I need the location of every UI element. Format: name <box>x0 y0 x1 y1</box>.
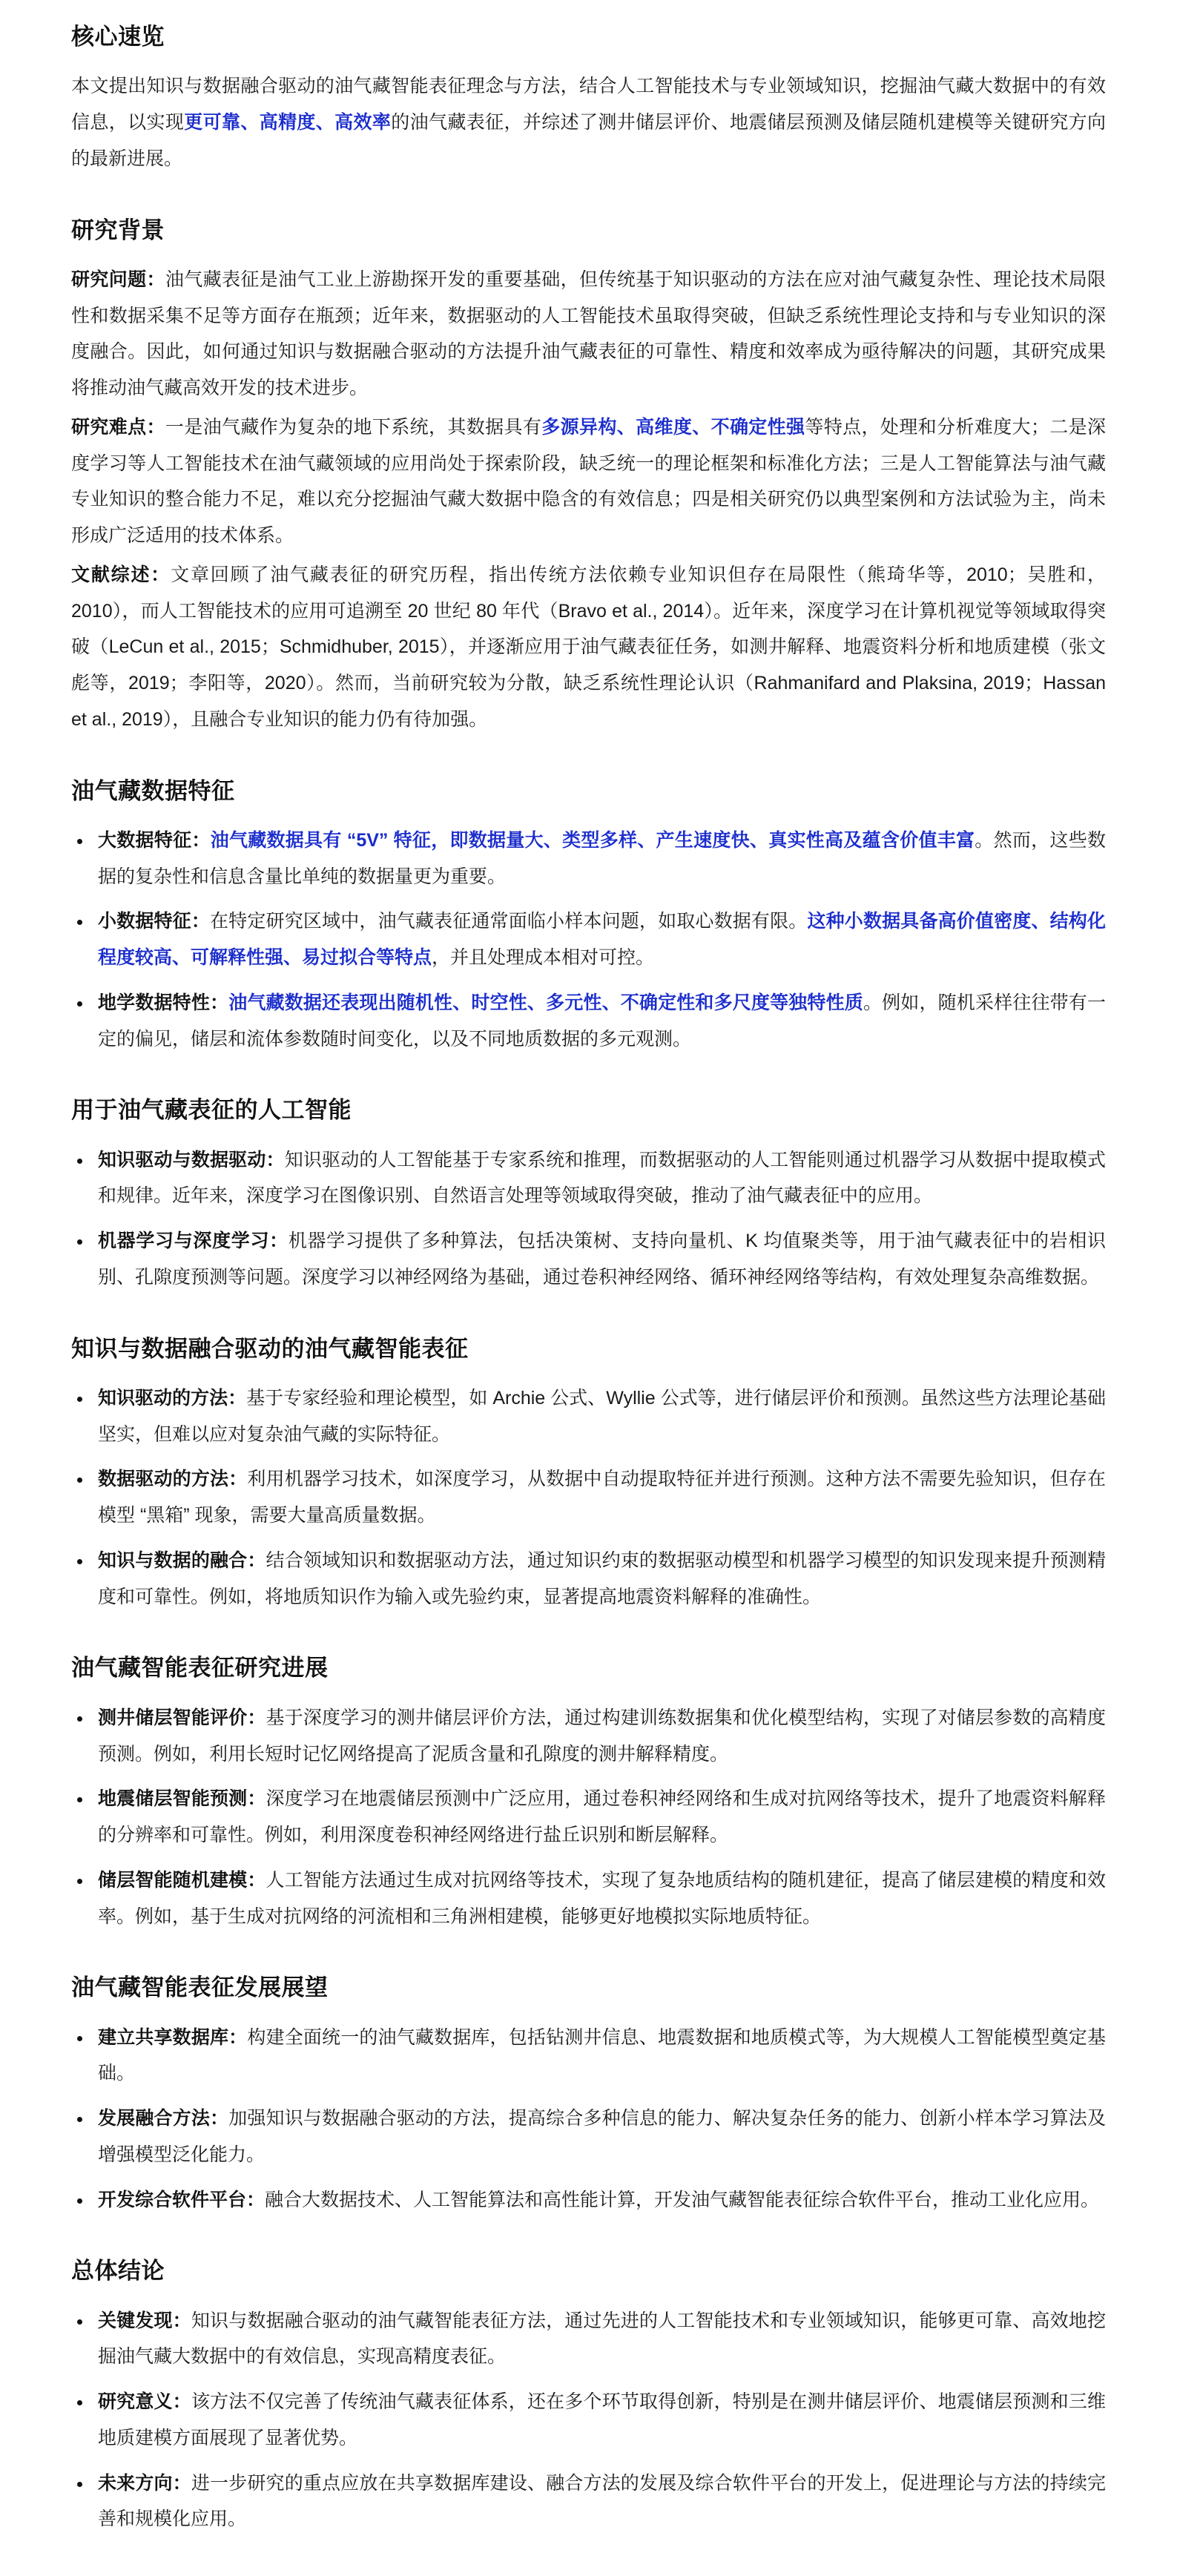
body-text: 构建全面统一的油气藏数据库，包括钻测井信息、地震数据和地质模式等，为大规模人工智能模型奠定基础。 <box>98 2026 1106 2084</box>
list-item <box>71 985 1106 1058</box>
section-ai-for-characterization <box>71 1096 1106 1295</box>
body-text: 。例如，随机采样往往带有一定的偏见，储层和流体参数随时间变化，以及不同地质数据的多元观测。 <box>98 992 1106 1050</box>
body-text: 的油气藏表征，并综述了测井储层评价、地震储层预测及储层随机建模等关键研究方向的最新进展。 <box>71 112 1106 169</box>
item-label: 知识与数据的融合： <box>98 1549 266 1571</box>
highlighted-phrase: 油气藏数据还表现出随机性、时空性、多元性、不确定性和多尺度等独特性质 <box>228 992 863 1013</box>
item-label: 地学数据特性： <box>98 992 229 1013</box>
list-item <box>71 2465 1106 2538</box>
paragraph <box>71 409 1106 554</box>
body-text: 基于专家经验和理论模型，如 Archie 公式、Wyllie 公式等，进行储层评价和预测。虽然这些方法理论基础坚实，但难以应对复杂油气藏的实际特征。 <box>98 1387 1106 1445</box>
section-research-progress <box>71 1653 1106 1934</box>
list-item <box>71 1781 1106 1854</box>
body-text: 加强知识与数据融合驱动的方法，提高综合多种信息的能力、解决复杂任务的能力、创新小样本学习算法及增强模型泛化能力。 <box>98 2108 1106 2165</box>
item-label: 研究问题： <box>71 269 165 290</box>
body-text: 油气藏表征是油气工业上游勘探开发的重要基础，但传统基于知识驱动的方法在应对油气藏复杂性、理论技术局限性和数据采集不足等方面存在瓶颈；近年来，数据驱动的人工智能技术虽取得突破，但缺乏系统性理论支持和与专业知识的深度融合。因此，如何通过知识与数据融合驱动的方法提升油气藏表征的可靠性、精度和效率成为亟待解决的问题，其研究成果将推动油气藏高效开发的技术进步。 <box>71 269 1106 399</box>
list-item <box>71 2384 1106 2457</box>
item-label: 开发综合软件平台： <box>98 2189 266 2210</box>
body-text: 等特点，处理和分析难度大；二是深度学习等人工智能技术在油气藏领域的应用尚处于探索阶段，缺乏统一的理论框架和标准化方法；三是人工智能算法与油气藏专业知识的整合能力不足，难以充分挖掘油气藏大数据中隐含的有效信息；四是相关研究仍以典型案例和方法试验为主，尚未形成广泛适用的技术体系。 <box>71 416 1106 547</box>
item-label: 研究难点： <box>71 416 165 438</box>
section-core-overview <box>71 22 1106 177</box>
list-item <box>71 1543 1106 1615</box>
body-text: 文章回顾了油气藏表征的研究历程，指出传统方法依赖专业知识但存在局限性（熊琦华等，2010；吴胜和，2010），而人工智能技术的应用可追溯至 20 世纪 80 年代（Bravo et al., 2014）。近年来，深度学习在计算机视觉等领域取得突破（LeCun et al., 2015；Schmidhuber, 2015），并逐渐应用于油气藏表征任务，如测井解释、地震资料分析和地质建模（张文彪等，2019；李阳等，2020）。然而，当前研究较为分散，缺乏系统性理论认识（Rahmanifard and Plaksina, 2019；Hassan et al., 2019），且融合专业知识的能力仍有待加强。 <box>71 564 1106 730</box>
list-item <box>71 1862 1106 1935</box>
item-label: 建立共享数据库： <box>98 2026 248 2048</box>
item-label: 小数据特征： <box>98 911 211 932</box>
section-reservoir-data-features <box>71 777 1106 1058</box>
list-item <box>71 1700 1106 1773</box>
body-text: 知识驱动的人工智能基于专家系统和推理，而数据驱动的人工智能则通过机器学习从数据中提取模式和规律。近年来，深度学习在图像识别、自然语言处理等领域取得突破，推动了油气藏表征中的应用。 <box>98 1149 1106 1207</box>
body-text: 结合领域知识和数据驱动方法，通过知识约束的数据驱动模型和机器学习模型的知识发现来提升预测精度和可靠性。例如，将地质知识作为输入或先验约束，显著提高地震资料解释的准确性。 <box>98 1549 1106 1607</box>
item-label: 知识驱动与数据驱动： <box>98 1149 285 1170</box>
list-item <box>71 903 1106 976</box>
section-heading: 知识与数据融合驱动的油气藏智能表征 <box>71 1335 469 1362</box>
body-text: 进一步研究的重点应放在共享数据库建设、融合方法的发展及综合软件平台的开发上，促进理论与方法的持续完善和规模化应用。 <box>98 2472 1106 2530</box>
body-text: ，并且处理成本相对可控。 <box>432 947 655 969</box>
item-label: 关键发现： <box>98 2310 191 2331</box>
item-label: 数据驱动的方法： <box>98 1469 248 1490</box>
item-label: 储层智能随机建模： <box>98 1869 266 1891</box>
body-text: 本文提出知识与数据融合驱动的油气藏智能表征理念与方法，结合人工智能技术与专业领域知识，挖掘油气藏大数据中的有效信息，以实现 <box>71 76 1106 134</box>
list-item <box>71 1380 1106 1453</box>
body-text: 利用机器学习技术，如深度学习，从数据中自动提取特征并进行预测。这种方法不需要先验知识，但存在模型 “黑箱” 现象，需要大量高质量数据。 <box>98 1469 1106 1526</box>
item-label: 地震储层智能预测： <box>98 1788 266 1810</box>
section-heading: 核心速览 <box>71 24 165 50</box>
bullet-list <box>71 2020 1106 2218</box>
list-item <box>71 2020 1106 2092</box>
paragraph <box>71 557 1106 738</box>
body-text: 。然而，这些数据的复杂性和信息含量比单纯的数据量更为重要。 <box>98 829 1106 887</box>
section-heading: 油气藏智能表征发展展望 <box>71 1974 329 2001</box>
section-knowledge-data-fusion <box>71 1334 1106 1615</box>
body-text: 融合大数据技术、人工智能算法和高性能计算，开发油气藏智能表征综合软件平台，推动工业化应用。 <box>265 2189 1100 2210</box>
section-heading: 油气藏数据特征 <box>71 777 235 804</box>
list-item <box>71 2303 1106 2376</box>
body-text: 该方法不仅完善了传统油气藏表征体系，还在多个环节取得创新，特别是在测井储层评价、地震储层预测和三维地质建模方面展现了显著优势。 <box>98 2391 1106 2448</box>
list-item <box>71 823 1106 895</box>
section-heading: 油气藏智能表征研究进展 <box>71 1655 329 1681</box>
item-label: 未来方向： <box>98 2472 191 2494</box>
section-development-outlook <box>71 1973 1106 2218</box>
section-overall-conclusion <box>71 2256 1106 2537</box>
body-text: 机器学习提供了多种算法，包括决策树、支持向量机、K 均值聚类等，用于油气藏表征中的岩相识别、孔隙度预测等问题。深度学习以神经网络为基础，通过卷积神经网络、循环神经网络等结构，有效处理复杂高维数据。 <box>98 1231 1106 1288</box>
list-item <box>71 2101 1106 2173</box>
list-item <box>71 1461 1106 1534</box>
section-heading: 总体结论 <box>71 2258 165 2285</box>
item-label: 研究意义： <box>98 2391 191 2413</box>
item-label: 大数据特征： <box>98 829 211 851</box>
highlighted-phrase: 更可靠、高精度、高效率 <box>184 112 392 134</box>
item-label: 文献综述： <box>71 564 171 585</box>
body-text: 在特定研究区域中，油气藏表征通常面临小样本问题，如取心数据有限。 <box>210 911 808 932</box>
bullet-list <box>71 1142 1106 1296</box>
body-text: 深度学习在地震储层预测中广泛应用，通过卷积神经网络和生成对抗网络等技术，提升了地震资料解释的分辨率和可靠性。例如，利用深度卷积神经网络进行盐丘识别和断层解释。 <box>98 1788 1106 1846</box>
highlighted-phrase: 多源异构、高维度、不确定性强 <box>541 416 805 438</box>
body-text: 人工智能方法通过生成对抗网络等技术，实现了复杂地质结构的随机建征，提高了储层建模的精度和效率。例如，基于生成对抗网络的河流相和三角洲相建模，能够更好地模拟实际地质特征。 <box>98 1869 1106 1927</box>
highlighted-phrase: 这种小数据具备高价值密度、结构化程度较高、可解释性强、易过拟合等特点 <box>98 911 1106 969</box>
paragraph <box>71 262 1106 406</box>
section-research-background <box>71 216 1106 738</box>
highlighted-phrase: 油气藏数据具有 “5V” 特征，即数据量大、类型多样、产生速度快、真实性高及蕴含价值丰富 <box>210 829 975 851</box>
bullet-list <box>71 823 1106 1058</box>
bullet-list <box>71 1380 1106 1615</box>
list-item <box>71 1223 1106 1296</box>
body-text: 基于深度学习的测井储层评价方法，通过构建训练数据集和优化模型结构，实现了对储层参数的高精度预测。例如，利用长短时记忆网络提高了泥质含量和孔隙度的测井解释精度。 <box>98 1707 1106 1765</box>
body-text: 知识与数据融合驱动的油气藏智能表征方法，通过先进的人工智能技术和专业领域知识，能够更可靠、高效地挖掘油气藏大数据中的有效信息，实现高精度表征。 <box>98 2310 1106 2368</box>
list-item <box>71 2182 1106 2218</box>
item-label: 测井储层智能评价： <box>98 1707 266 1728</box>
item-label: 发展融合方法： <box>98 2108 229 2129</box>
section-heading: 用于油气藏表征的人工智能 <box>71 1097 352 1124</box>
sections-container <box>71 22 1106 2537</box>
paragraph <box>71 68 1106 177</box>
body-text: 一是油气藏作为复杂的地下系统，其数据具有 <box>165 416 542 438</box>
section-heading: 研究背景 <box>71 217 165 243</box>
bullet-list <box>71 1700 1106 1935</box>
bullet-list <box>71 2303 1106 2538</box>
item-label: 知识驱动的方法： <box>98 1387 247 1409</box>
list-item <box>71 1142 1106 1215</box>
item-label: 机器学习与深度学习： <box>98 1231 289 1252</box>
